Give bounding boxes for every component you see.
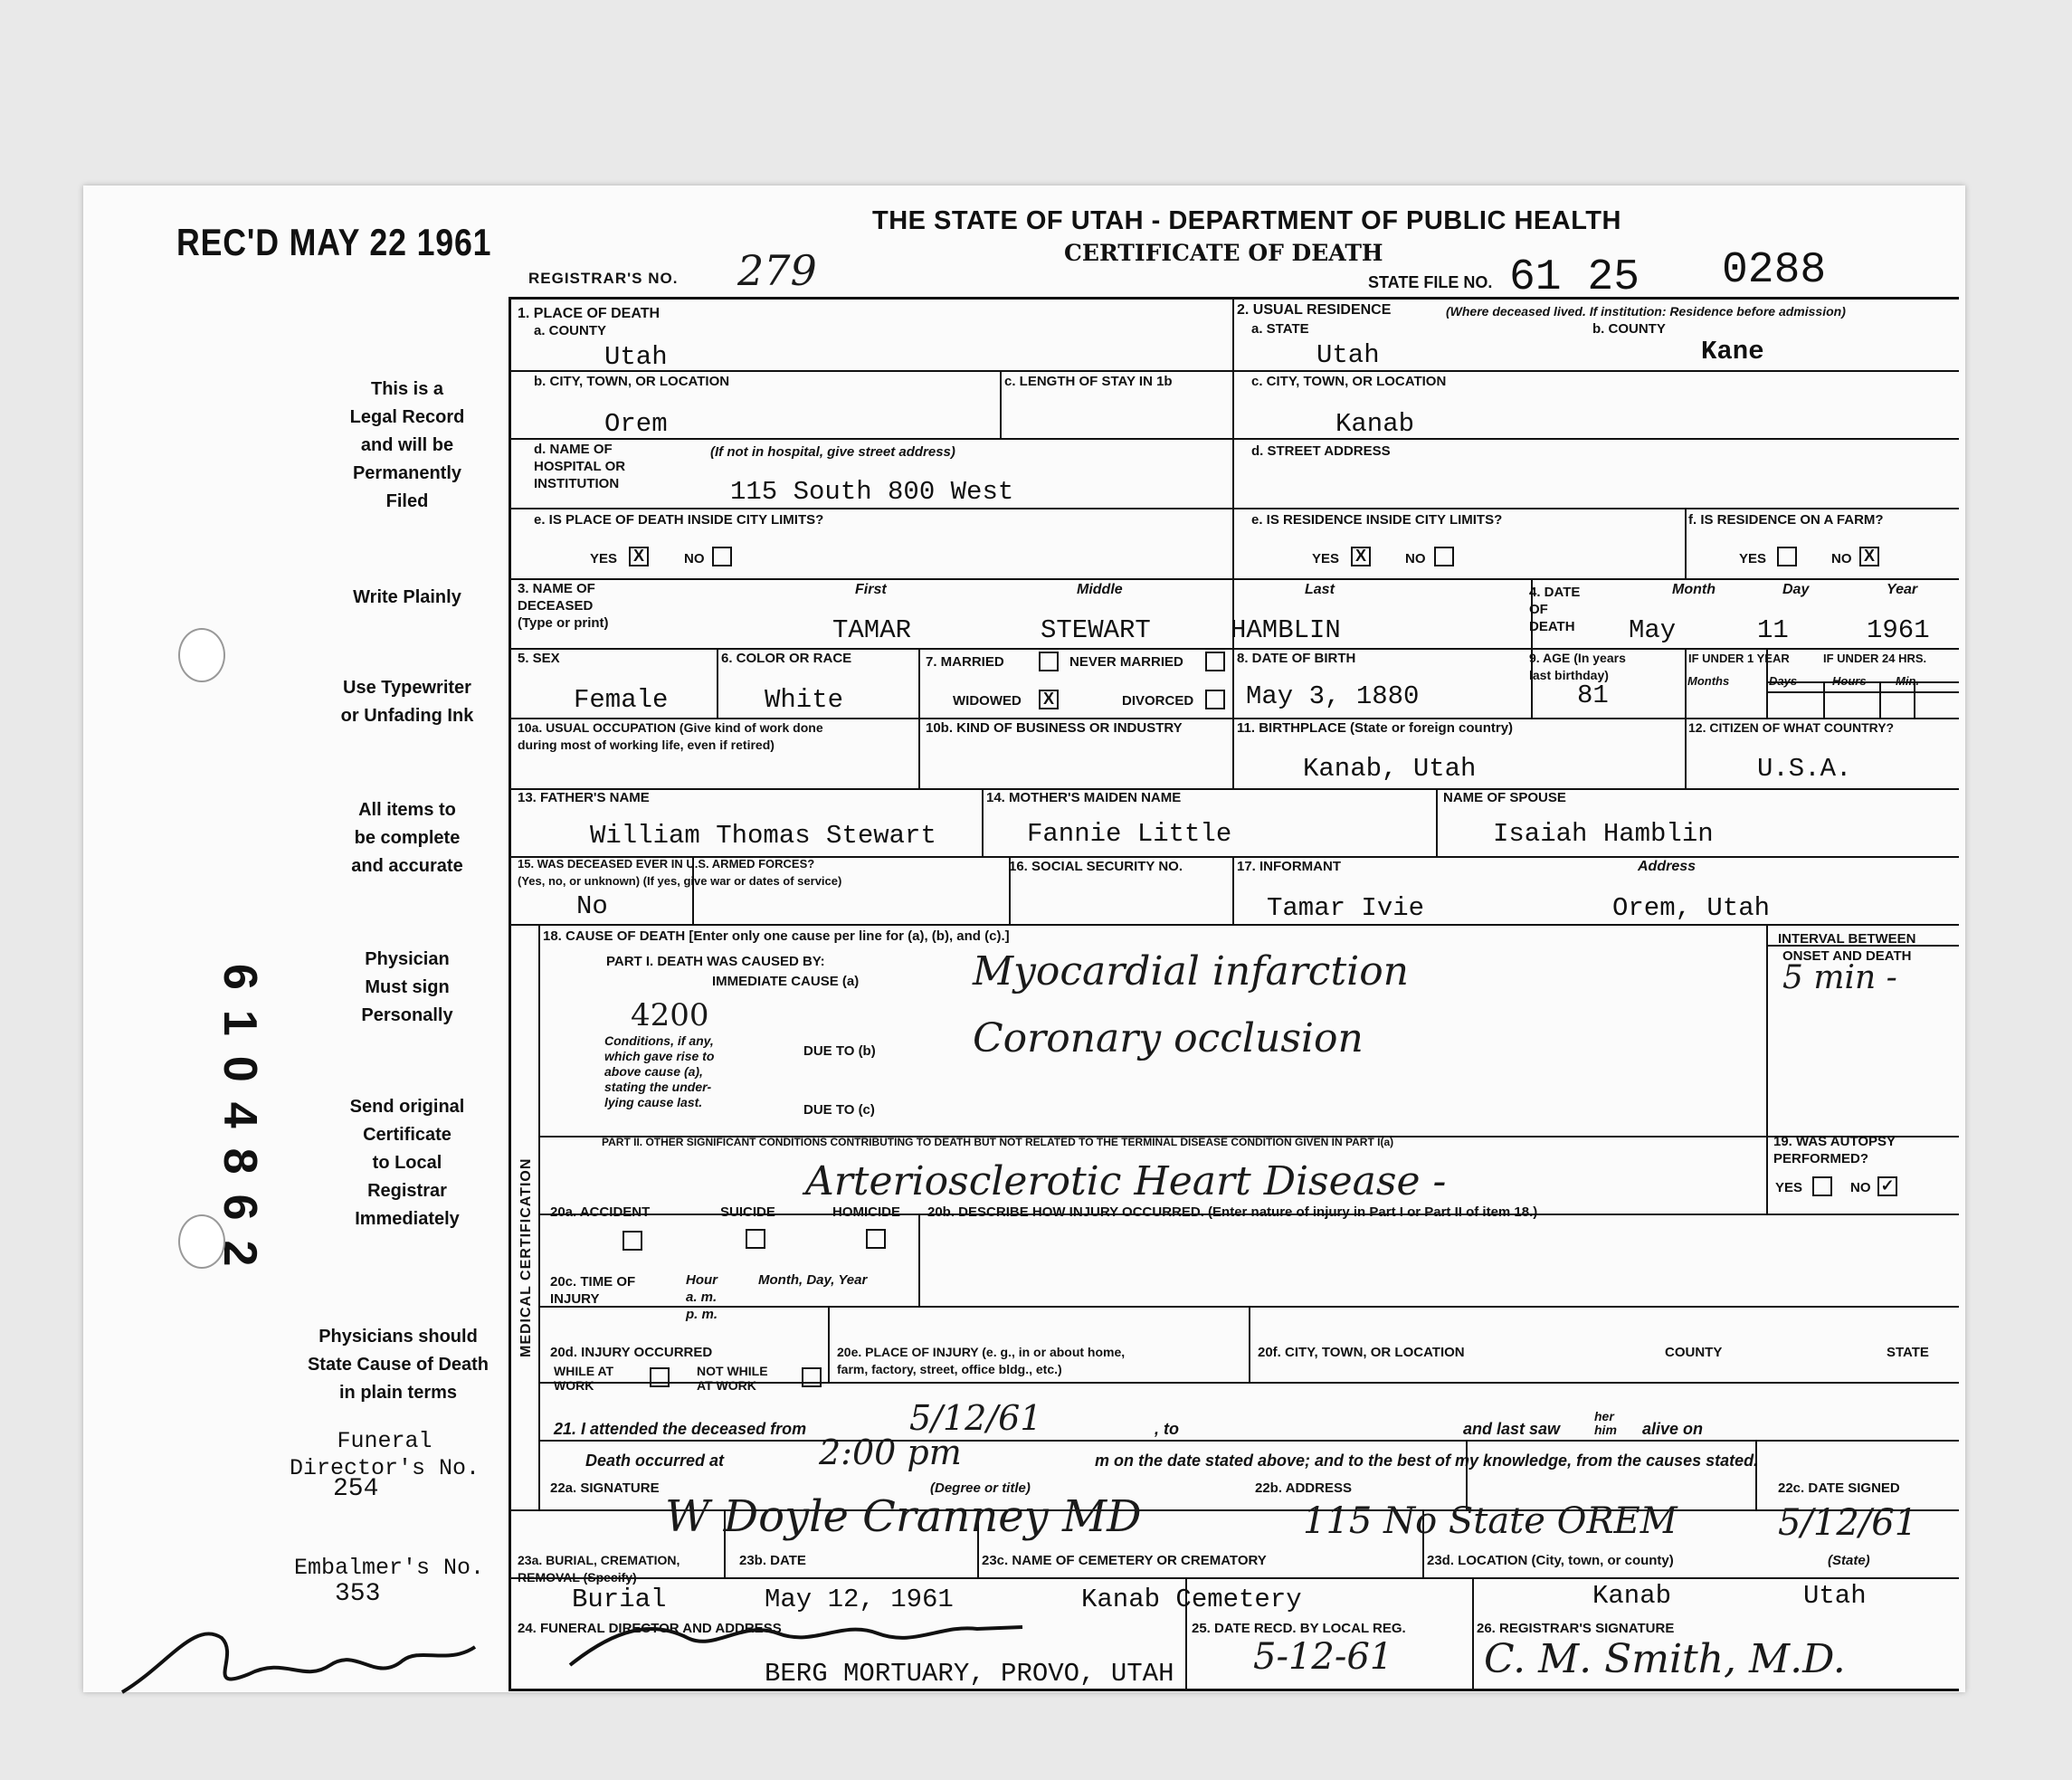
value-death-day: 11 xyxy=(1757,615,1789,645)
label-burial-date: 23b. DATE xyxy=(739,1553,806,1568)
value-attended-from: 5/12/61 xyxy=(909,1398,1042,1438)
value-part2: Arteriosclerotic Heart Disease - xyxy=(805,1158,1447,1204)
label-suicide: SUICIDE xyxy=(720,1204,775,1220)
label-immediate: IMMEDIATE CAUSE (a) xyxy=(712,974,860,989)
embalmer-signature xyxy=(113,1611,502,1710)
label-days: Days xyxy=(1769,674,1798,688)
label-last: Last xyxy=(1305,582,1335,597)
value-armed-forces: No xyxy=(576,891,608,921)
value-physician-address: 115 No State OREM xyxy=(1303,1500,1678,1542)
typewriter-note: Use Typewriter or Unfading Ink xyxy=(340,678,474,726)
label-cemetery: 23c. NAME OF CEMETERY OR CREMATORY xyxy=(982,1553,1267,1568)
label-hospital: d. NAME OF HOSPITAL OR INSTITUTION xyxy=(534,442,626,491)
label-knowledge: m on the date stated above; and to the best of my knowledge, from the causes stated. xyxy=(1095,1452,1759,1470)
label-widowed: WIDOWED xyxy=(953,693,1022,709)
embalmer-no: 353 xyxy=(335,1580,381,1608)
label-address: Address xyxy=(1638,859,1697,874)
received-stamp: REC'D MAY 22 1961 xyxy=(176,221,492,263)
checkbox-autopsy-yes[interactable] xyxy=(1812,1176,1832,1196)
checkbox-never-married[interactable] xyxy=(1205,652,1225,671)
label-hours: Hours xyxy=(1832,674,1867,688)
label-business: 10b. KIND OF BUSINESS OR INDUSTRY xyxy=(926,720,1183,736)
funeral-director-no: 254 xyxy=(333,1475,379,1503)
label-describe: 20b. DESCRIBE HOW INJURY OCCURRED. (Enter nature of injury in Part I or Part II of item 18.) xyxy=(927,1204,1538,1220)
label-autopsy: 19. WAS AUTOPSY PERFORMED? xyxy=(1773,1134,1896,1166)
label-her-him: her him xyxy=(1594,1409,1617,1437)
value-code: 4200 xyxy=(631,997,709,1033)
value-first-name: TAMAR xyxy=(832,615,912,645)
label-length-stay: c. LENGTH OF STAY IN 1b xyxy=(1004,374,1173,389)
funeral-director-signature xyxy=(561,1602,1031,1674)
checkbox-inside-yes[interactable]: X xyxy=(629,547,649,566)
value-last-name: HAMBLIN xyxy=(1231,615,1341,645)
label-due-c: DUE TO (c) xyxy=(803,1102,875,1118)
label-hour: Hour a. m. p. m. xyxy=(686,1272,718,1322)
label-part2: PART II. OTHER SIGNIFICANT CONDITIONS CONTRIBUTING TO DEATH BUT NOT RELATED TO THE TERMINAL DISEASE CONDITION GIVEN IN PART I(a) xyxy=(602,1136,1394,1148)
label-autopsy-no: NO xyxy=(1850,1180,1871,1195)
value-res-city: Kanab xyxy=(1335,409,1415,439)
value-res-county: Kane xyxy=(1701,337,1764,366)
label-occupation: 10a. USUAL OCCUPATION (Give kind of work done during most of working life, even if retired) xyxy=(518,720,823,752)
value-burial-date: May 12, 1961 xyxy=(765,1585,954,1614)
embalmer-no-label: Embalmer's No. xyxy=(294,1555,485,1581)
label-never-married: NEVER MARRIED xyxy=(1069,654,1183,670)
label-address-22b: 22b. ADDRESS xyxy=(1255,1480,1352,1496)
label-spouse: NAME OF SPOUSE xyxy=(1443,790,1566,805)
legal-record-note: This is a Legal Record and will be Permanently Filed xyxy=(349,379,465,511)
label-no-3: NO xyxy=(1831,551,1852,566)
registrar-no-label: REGISTRAR'S NO. xyxy=(528,270,679,287)
label-time-injury: 20c. TIME OF INJURY xyxy=(550,1274,636,1307)
punch-hole-top xyxy=(178,628,225,682)
label-street: d. STREET ADDRESS xyxy=(1251,443,1391,459)
label-signature: 22a. SIGNATURE xyxy=(550,1480,660,1496)
label-registrar-signature: 26. REGISTRAR'S SIGNATURE xyxy=(1477,1621,1675,1636)
value-burial: Burial xyxy=(572,1585,667,1614)
value-birthplace: Kanab, Utah xyxy=(1303,754,1477,784)
label-name-deceased: 3. NAME OF DECEASED (Type or print) xyxy=(518,581,609,631)
value-informant-address: Orem, Utah xyxy=(1612,893,1771,923)
label-injury-occurred: 20d. INJURY OCCURRED xyxy=(550,1345,713,1360)
punch-hole-bottom xyxy=(178,1214,225,1269)
value-immediate-cause: Myocardial infarction xyxy=(973,948,1410,995)
label-divorced: DIVORCED xyxy=(1122,693,1194,709)
label-autopsy-yes: YES xyxy=(1775,1180,1803,1195)
label-date-recd: 25. DATE RECD. BY LOCAL REG. xyxy=(1192,1621,1406,1636)
checkbox-suicide[interactable] xyxy=(746,1229,765,1249)
label-under-24hr: IF UNDER 24 HRS. xyxy=(1823,652,1927,665)
label-age: 9. AGE (In years last birthday) xyxy=(1529,651,1626,682)
value-physician-signature: W Doyle Cranney MD xyxy=(665,1491,1142,1542)
label-res-city: c. CITY, TOWN, OR LOCATION xyxy=(1251,374,1447,389)
label-day: Day xyxy=(1782,582,1810,597)
label-county-20f: COUNTY xyxy=(1665,1345,1723,1360)
value-city: Orem xyxy=(604,409,668,439)
value-cause-b: Coronary occlusion xyxy=(973,1015,1364,1061)
value-county: Utah xyxy=(604,342,668,372)
label-first: First xyxy=(855,582,887,597)
checkbox-homicide[interactable] xyxy=(866,1229,886,1249)
value-location-state: Utah xyxy=(1803,1581,1867,1611)
value-middle-name: STEWART xyxy=(1041,615,1151,645)
checkbox-autopsy-no[interactable]: ✓ xyxy=(1877,1176,1897,1196)
label-year: Year xyxy=(1887,582,1918,597)
value-spouse: Isaiah Hamblin xyxy=(1493,819,1714,849)
value-hospital: 115 South 800 West xyxy=(730,477,1014,507)
value-death-time: 2:00 pm xyxy=(819,1433,962,1472)
label-not-while-work: NOT WHILE AT WORK xyxy=(697,1364,768,1393)
label-yes-3: YES xyxy=(1739,551,1767,566)
label-to: , to xyxy=(1155,1420,1179,1438)
form-subtitle: CERTIFICATE OF DEATH xyxy=(1064,240,1383,266)
label-min: Min. xyxy=(1896,674,1919,688)
physician-sign-note: Physician Must sign Personally xyxy=(361,949,453,1025)
label-months: Months xyxy=(1687,674,1730,688)
checkbox-widowed[interactable]: X xyxy=(1039,690,1059,709)
state-cause-note: Physicians should State Cause of Death in plain terms xyxy=(307,1327,489,1403)
label-res-county: b. COUNTY xyxy=(1592,321,1666,337)
label-accident: 20a. ACCIDENT xyxy=(550,1204,651,1220)
label-date-signed: 22c. DATE SIGNED xyxy=(1778,1480,1900,1496)
label-married: 7. MARRIED xyxy=(926,654,1004,670)
label-due-b: DUE TO (b) xyxy=(803,1043,876,1059)
label-mdy: Month, Day, Year xyxy=(758,1272,868,1288)
checkbox-res-inside-yes[interactable]: X xyxy=(1351,547,1371,566)
value-interval: 5 min - xyxy=(1782,959,1897,996)
label-under-1yr: IF UNDER 1 YEAR xyxy=(1688,652,1790,665)
registrar-no-value: 279 xyxy=(737,246,817,295)
label-while-work: WHILE AT WORK xyxy=(554,1364,614,1393)
label-city: b. CITY, TOWN, OR LOCATION xyxy=(534,374,730,389)
label-state: a. STATE xyxy=(1251,321,1309,337)
label-no-2: NO xyxy=(1405,551,1426,566)
state-file-no: 61 25 xyxy=(1509,253,1640,302)
complete-note: All items to be complete and accurate xyxy=(351,800,463,876)
label-father: 13. FATHER'S NAME xyxy=(518,790,650,805)
checkbox-inside-no[interactable] xyxy=(712,547,732,566)
value-age: 81 xyxy=(1577,681,1609,710)
label-month: Month xyxy=(1672,582,1716,597)
value-cemetery: Kanab Cemetery xyxy=(1081,1585,1302,1614)
label-place-injury: 20e. PLACE OF INJURY (e. g., in or about home, farm, factory, street, office bldg., etc.) xyxy=(837,1345,1126,1376)
label-inside-limits: e. IS PLACE OF DEATH INSIDE CITY LIMITS? xyxy=(534,512,824,528)
label-birthplace: 11. BIRTHPLACE (State or foreign country) xyxy=(1237,720,1514,736)
label-dob: 8. DATE OF BIRTH xyxy=(1237,651,1356,666)
label-race: 6. COLOR OR RACE xyxy=(721,651,852,666)
label-residence-note: (Where deceased lived. If institution: Residence before admission) xyxy=(1446,304,1846,319)
value-date-signed: 5/12/61 xyxy=(1778,1502,1918,1544)
value-citizen: U.S.A. xyxy=(1757,754,1852,784)
checkbox-married[interactable] xyxy=(1039,652,1059,671)
label-attended: 21. I attended the deceased from xyxy=(554,1420,807,1438)
value-mother: Fannie Little xyxy=(1027,819,1232,849)
form-title: THE STATE OF UTAH - DEPARTMENT OF PUBLIC HEALTH xyxy=(872,206,1621,235)
state-file-label: STATE FILE NO. xyxy=(1368,273,1493,291)
checkbox-res-inside-no[interactable] xyxy=(1434,547,1454,566)
label-res-inside: e. IS RESIDENCE INSIDE CITY LIMITS? xyxy=(1251,512,1503,528)
checkbox-accident[interactable] xyxy=(623,1231,642,1251)
label-ssn: 16. SOCIAL SECURITY NO. xyxy=(1009,859,1183,874)
medical-certification-label: MEDICAL CERTIFICATION xyxy=(518,1157,534,1357)
label-death-occurred: Death occurred at xyxy=(585,1452,725,1470)
label-part1: PART I. DEATH WAS CAUSED BY: xyxy=(606,954,825,969)
label-interval: INTERVAL BETWEEN ONSET AND DEATH xyxy=(1778,931,1916,964)
state-file-suffix: 0288 xyxy=(1722,246,1827,295)
value-registrar-signature: C. M. Smith, M.D. xyxy=(1484,1636,1846,1682)
label-yes-1: YES xyxy=(590,551,618,566)
funeral-director-no-label: Funeral Director's No. xyxy=(289,1428,480,1481)
value-sex: Female xyxy=(574,685,669,715)
label-funeral-director: 24. FUNERAL DIRECTOR AND ADDRESS xyxy=(518,1621,782,1636)
label-alive-on: alive on xyxy=(1642,1420,1704,1438)
value-dob: May 3, 1880 xyxy=(1246,681,1420,711)
send-original-note: Send original Certificate to Local Registrar Immediately xyxy=(349,1097,465,1229)
label-res-farm: f. IS RESIDENCE ON A FARM? xyxy=(1688,512,1884,528)
label-citizen: 12. CITIZEN OF WHAT COUNTRY? xyxy=(1688,720,1895,735)
value-father: William Thomas Stewart xyxy=(590,821,936,851)
value-date-recd: 5-12-61 xyxy=(1253,1636,1393,1678)
write-plainly-note: Write Plainly xyxy=(353,587,461,607)
label-location: 23d. LOCATION (City, town, or county) xyxy=(1427,1553,1674,1568)
value-res-state: Utah xyxy=(1316,340,1380,370)
label-hospital-note: (If not in hospital, give street address) xyxy=(710,444,955,460)
label-place-of-death: 1. PLACE OF DEATH xyxy=(518,306,661,321)
label-burial: 23a. BURIAL, CREMATION, REMOVAL (Specify) xyxy=(518,1553,680,1585)
value-race: White xyxy=(765,685,844,715)
label-date-death: 4. DATE OF DEATH xyxy=(1529,585,1581,634)
label-city-20f: 20f. CITY, TOWN, OR LOCATION xyxy=(1258,1345,1465,1360)
label-cause: 18. CAUSE OF DEATH [Enter only one cause per line for (a), (b), and (c).] xyxy=(543,928,1010,944)
checkbox-not-while-work[interactable] xyxy=(802,1367,822,1387)
value-funeral-director: BERG MORTUARY, PROVO, UTAH xyxy=(765,1659,1174,1689)
checkbox-while-work[interactable] xyxy=(650,1367,670,1387)
value-location: Kanab xyxy=(1592,1581,1672,1611)
label-county: a. COUNTY xyxy=(534,323,607,338)
label-state-20f: STATE xyxy=(1887,1345,1929,1360)
value-death-month: May xyxy=(1629,615,1677,645)
value-informant: Tamar Ivie xyxy=(1267,893,1425,923)
label-degree: (Degree or title) xyxy=(930,1480,1031,1496)
label-conditions: Conditions, if any, which gave rise to above cause (a), stating the under- lying cause last. xyxy=(604,1033,715,1109)
checkbox-divorced[interactable] xyxy=(1205,690,1225,709)
label-sex: 5. SEX xyxy=(518,651,560,666)
label-no-1: NO xyxy=(684,551,705,566)
value-death-year: 1961 xyxy=(1867,615,1930,645)
label-location-state: (State) xyxy=(1828,1553,1870,1568)
label-mother: 14. MOTHER'S MAIDEN NAME xyxy=(986,790,1182,805)
label-informant: 17. INFORMANT xyxy=(1237,859,1342,874)
label-middle: Middle xyxy=(1077,582,1123,597)
label-yes-2: YES xyxy=(1312,551,1340,566)
checkbox-farm-yes[interactable] xyxy=(1777,547,1797,566)
label-homicide: HOMICIDE xyxy=(832,1204,900,1220)
label-armed-forces: 15. WAS DECEASED EVER IN U.S. ARMED FORCES? (Yes, no, or unknown) (If yes, give war or dates of service) xyxy=(518,857,842,888)
label-usual-residence: 2. USUAL RESIDENCE xyxy=(1237,302,1392,318)
label-last-saw: and last saw xyxy=(1463,1420,1561,1438)
checkbox-farm-no[interactable]: X xyxy=(1859,547,1879,566)
